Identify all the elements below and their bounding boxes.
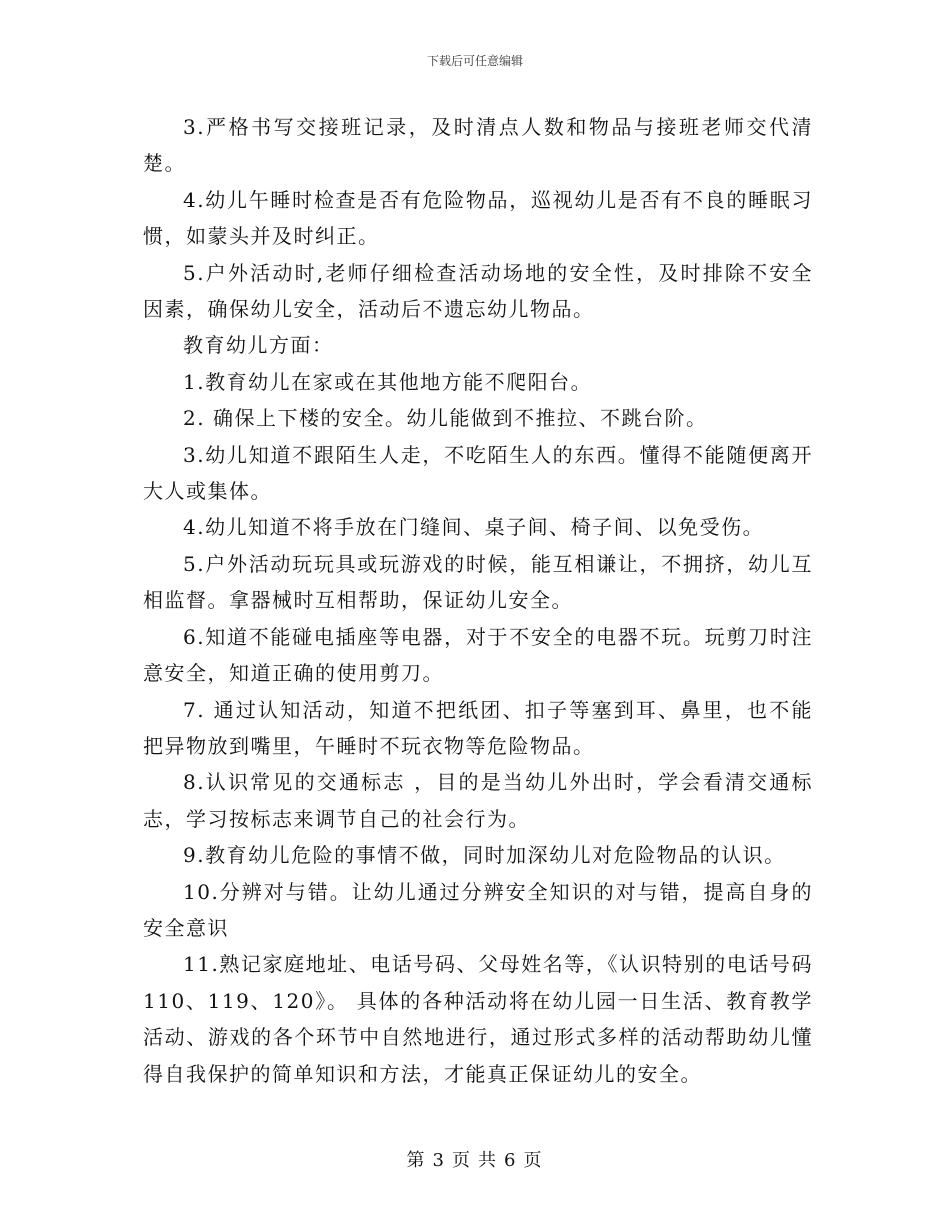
page-label-suffix: 页 (523, 1150, 544, 1171)
paragraph: 3.幼儿知道不跟陌生人走，不吃陌生人的东西。懂得不能随便离开大人或集体。 (143, 442, 813, 504)
paragraph: 7. 通过认知活动，知道不把纸团、扣子等塞到耳、鼻里，也不能把异物放到嘴里，午睡时不玩衣物等危险物品。 (143, 697, 813, 758)
paragraph: 5.户外活动玩玩具或玩游戏的时候，能互相谦让，不拥挤，幼儿互相监督。拿器械时互相帮助，保证幼儿安全。 (143, 551, 813, 613)
paragraph: 4.幼儿午睡时检查是否有危险物品，巡视幼儿是否有不良的睡眠习惯，如蒙头并及时纠正。 (143, 187, 813, 249)
page-label-prefix: 第 (406, 1150, 427, 1171)
document-body (143, 109, 813, 1092)
page-label-mid: 页 (452, 1150, 472, 1171)
paragraph: 11.熟记家庭地址、电话号码、父母姓名等，《认识特别的电话号码110、119、120》。 具体的各种活动将在幼儿园一日生活、教育教学活动、游戏的各个环节中自然地进行，通过形式多样的活动帮助幼儿懂得自我保护的简单知识和方法，才能真正保证幼儿的安全。 (143, 952, 813, 1086)
paragraph: 5.户外活动时,老师仔细检查活动场地的安全性，及时排除不安全因素，确保幼儿安全，活动后不遗忘幼儿物品。 (143, 260, 813, 322)
total-pages-number: 6 (504, 1150, 518, 1171)
paragraph: 2. 确保上下楼的安全。幼儿能做到不推拉、不跳台阶。 (183, 406, 708, 431)
paragraph: 1.教育幼儿在家或在其他地方能不爬阳台。 (183, 369, 593, 394)
page-footer (0, 1150, 950, 1172)
paragraph: 8.认识常见的交通标志 ，目的是当幼儿外出时，学会看清交通标志，学习按标志来调节自己的社会行为。 (143, 770, 813, 831)
current-page-number: 3 (432, 1150, 446, 1171)
paragraph: 9.教育幼儿危险的事情不做，同时加深幼儿对危险物品的认识。 (183, 843, 786, 868)
paragraph: 3.严格书写交接班记录，及时清点人数和物品与接班老师交代清楚。 (143, 115, 813, 176)
total-label: 共 (478, 1150, 498, 1171)
paragraph: 6.知道不能碰电插座等电器，对于不安全的电器不玩。玩剪刀时注意安全，知道正确的使用剪刀。 (143, 624, 813, 686)
paragraph: 4.幼儿知道不将手放在门缝间、桌子间、椅子间、以免受伤。 (183, 515, 765, 540)
paragraph: 10.分辨对与错。让幼儿通过分辨安全知识的对与错，提高自身的安全意识 (143, 879, 813, 940)
page-header: 下载后可任意编辑 (426, 54, 523, 68)
section-heading: 教育幼儿方面： (183, 333, 334, 358)
